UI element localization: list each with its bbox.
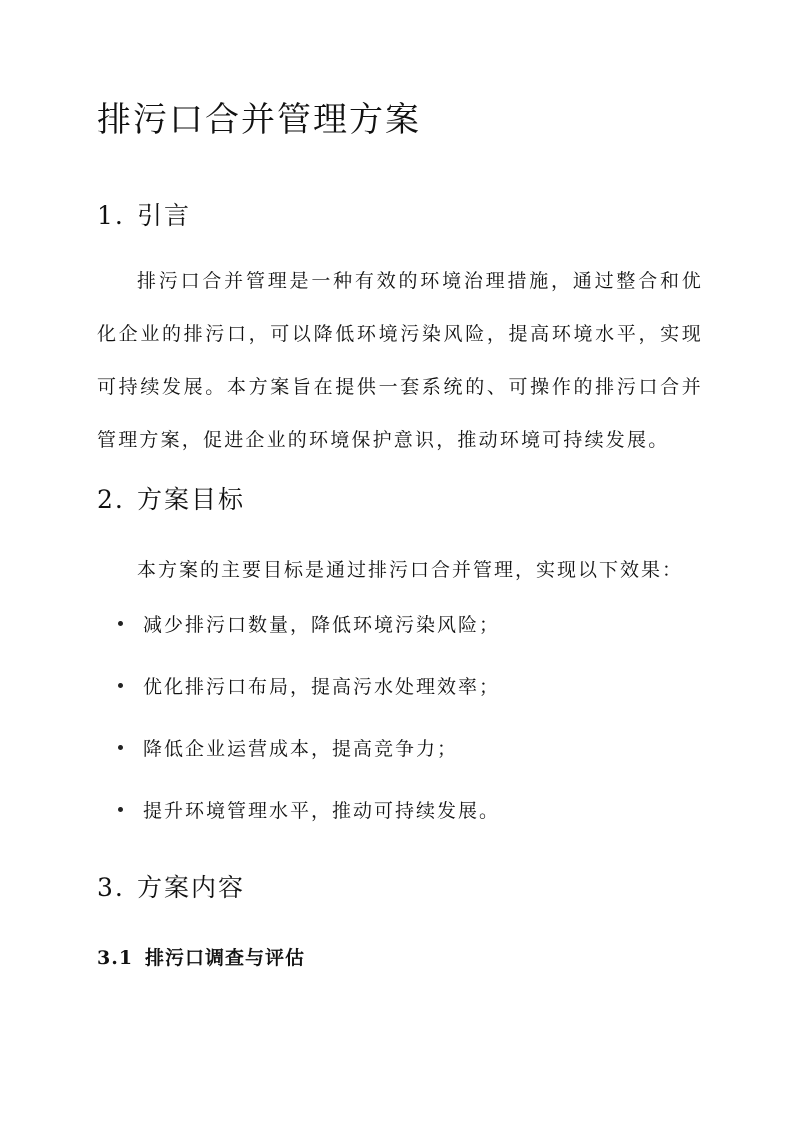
bullet-icon — [118, 621, 123, 626]
list-item-text: 优化排污口布局，提高污水处理效率； — [143, 676, 501, 698]
section-3-heading — [97, 868, 245, 904]
bullet-icon — [118, 683, 123, 688]
list-item-text: 提升环境管理水平，推动可持续发展。 — [143, 800, 501, 822]
list-item-text: 减少排污口数量，降低环境污染风险； — [143, 614, 501, 636]
section-3-title: 方案内容 — [137, 873, 246, 902]
list-item — [118, 734, 500, 796]
section-2-heading — [97, 480, 245, 516]
list-item-text: 降低企业运营成本，提高竞争力； — [143, 738, 459, 760]
list-item — [118, 672, 500, 734]
subsection-3-1-number: 3.1 — [97, 947, 134, 969]
section-2-intro: 本方案的主要目标是通过排污口合并管理，实现以下效果： — [137, 559, 684, 581]
subsection-3-1-title: 排污口调查与评估 — [145, 947, 306, 969]
section-2-title: 方案目标 — [137, 485, 246, 514]
section-1-heading — [97, 196, 191, 232]
bullet-icon — [118, 807, 123, 812]
section-1-paragraph: 排污口合并管理是一种有效的环境治理措施，通过整合和优化企业的排污口，可以降低环境污染风险，提高环境水平，实现可持续发展。本方案旨在提供一套系统的、可操作的排污口合并管理方案，促进企业的环境保护意识，推动环境可持续发展。 — [97, 270, 703, 451]
subsection-3-1-heading — [97, 943, 305, 970]
section-1-number: 1. — [97, 201, 125, 230]
section-3-number: 3. — [97, 873, 125, 902]
bullet-icon — [118, 745, 123, 750]
goals-list — [118, 610, 500, 858]
section-2-number: 2. — [97, 485, 125, 514]
section-1-title: 引言 — [137, 201, 192, 230]
list-item — [118, 796, 500, 858]
list-item — [118, 610, 500, 672]
document-title: 排污口合并管理方案 — [97, 100, 421, 140]
